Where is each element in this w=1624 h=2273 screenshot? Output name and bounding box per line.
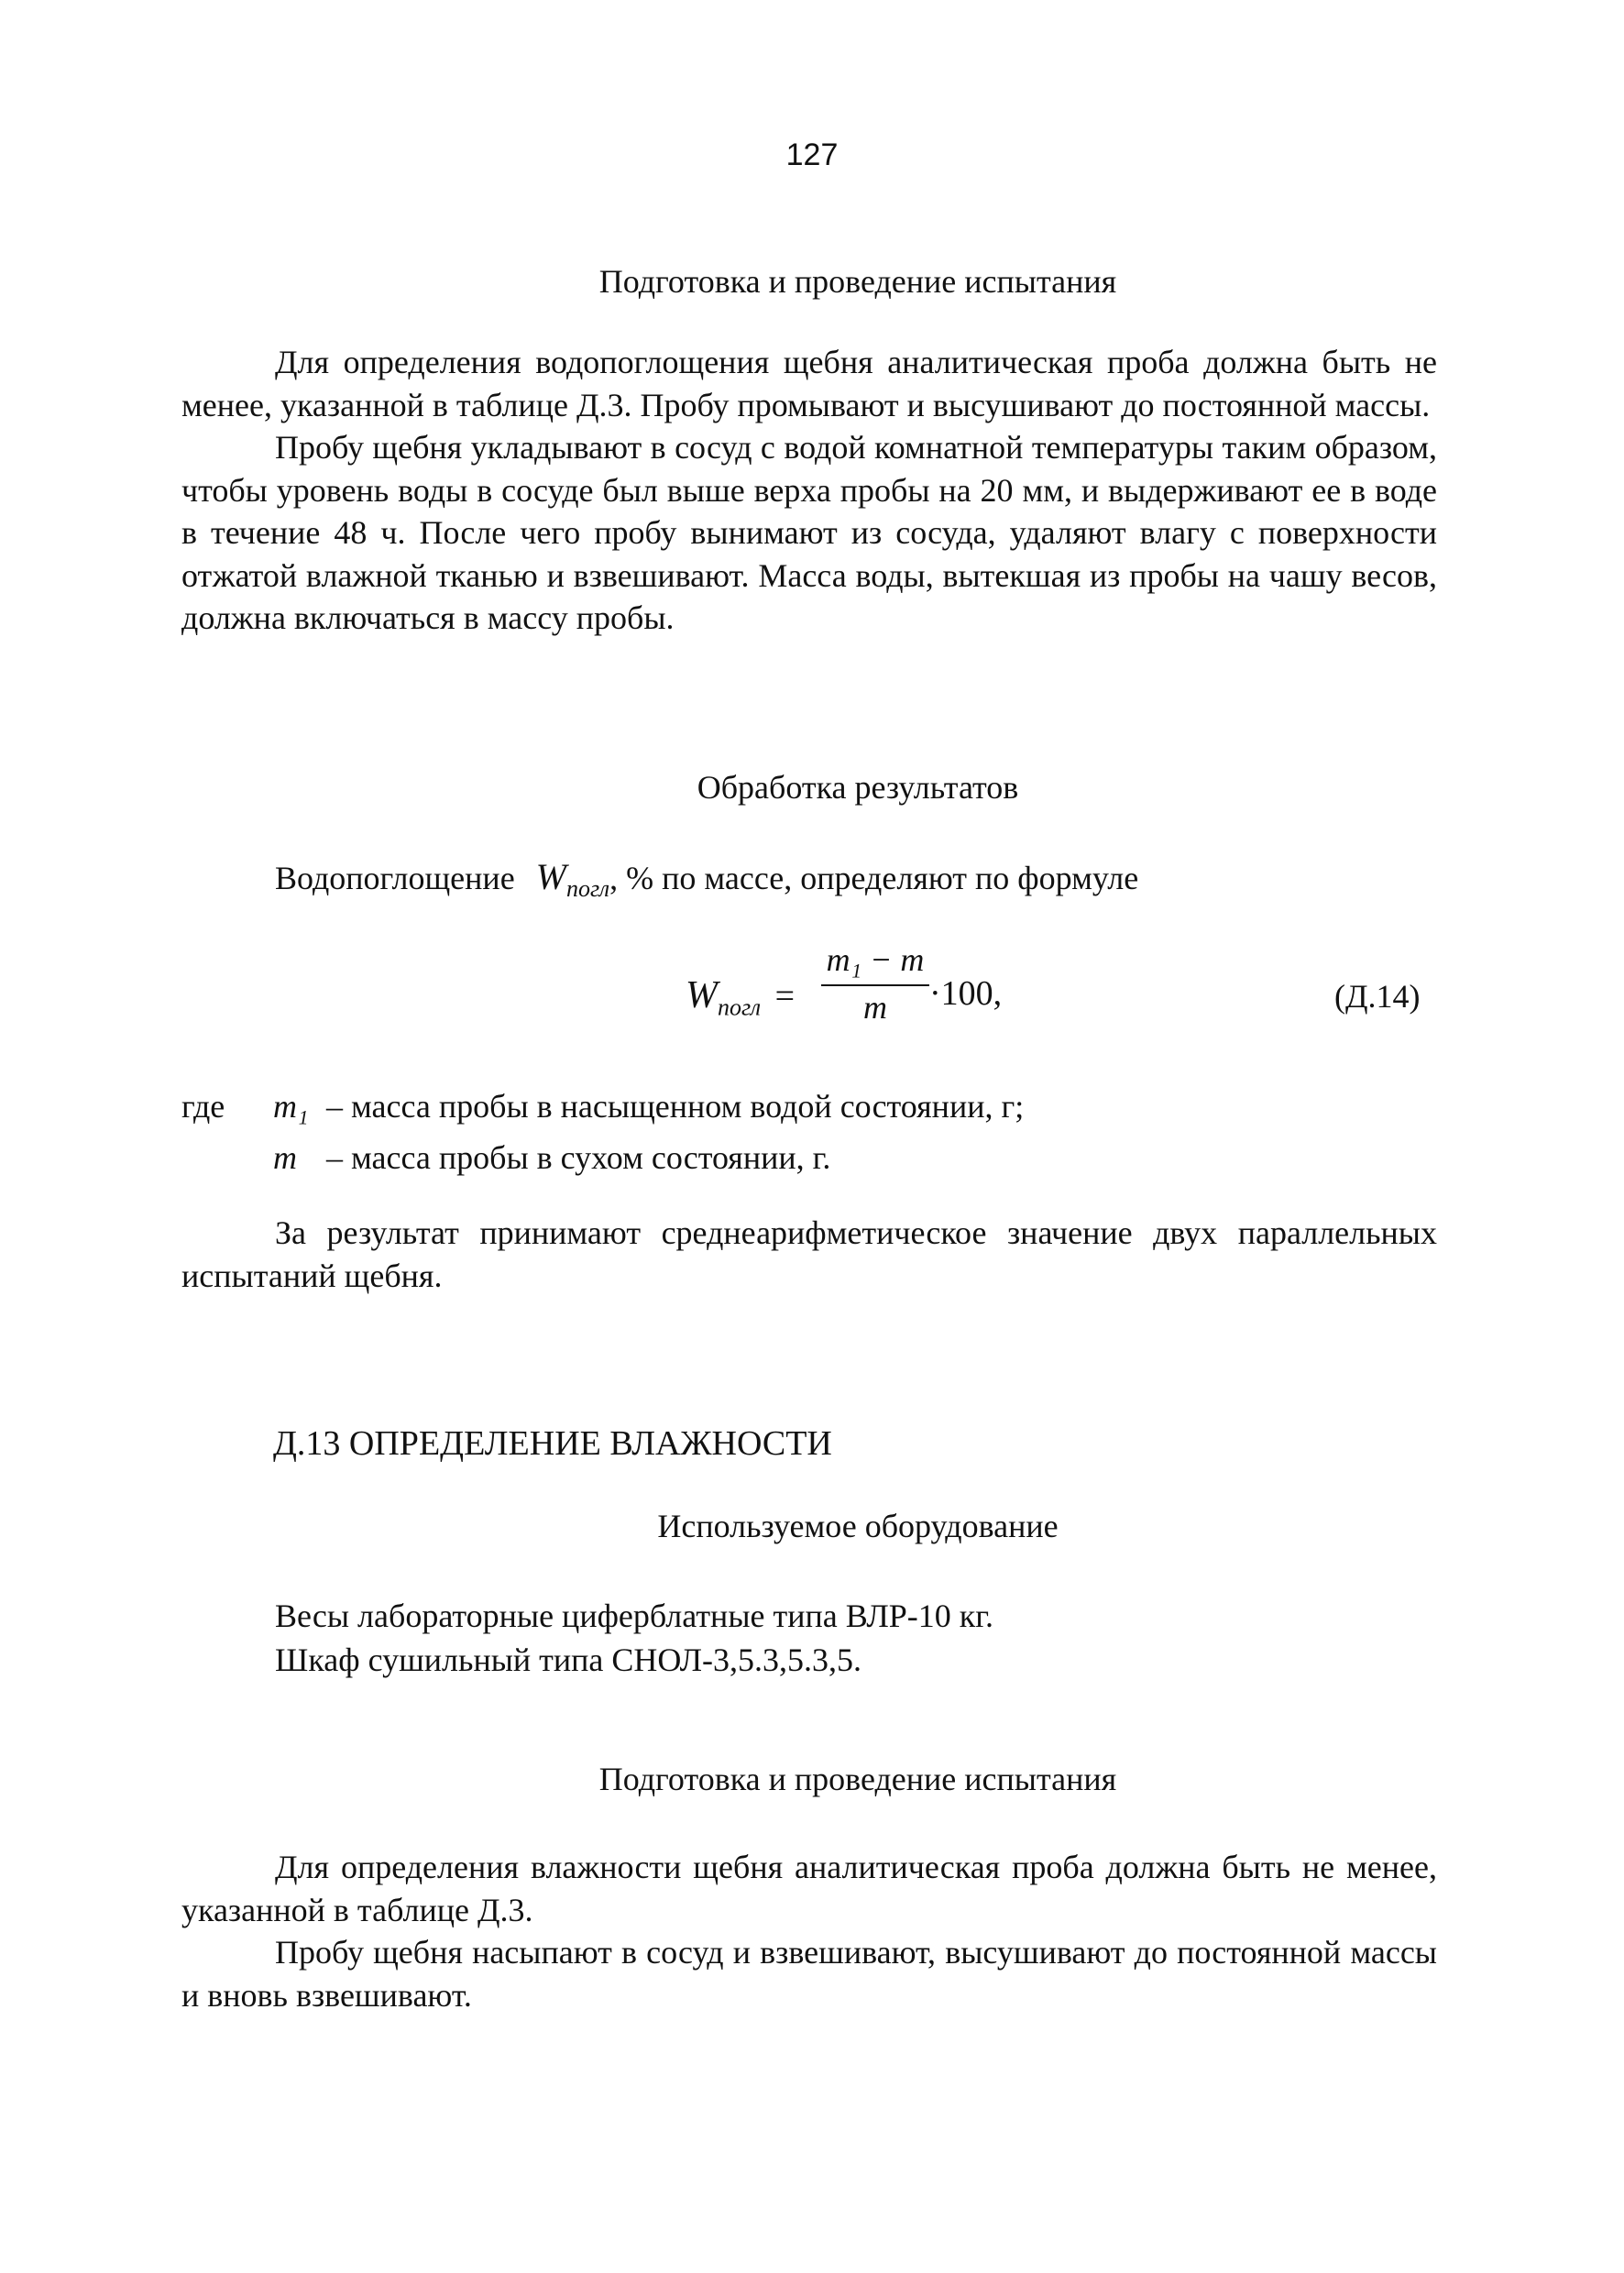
formula-lhs: W [686,974,718,1016]
section-heading-results: Обработка результатов [697,769,1019,806]
intro-symbol: W [535,856,566,897]
fraction-bar [821,984,929,986]
equipment-item: Шкаф сушильный типа СНОЛ-3,5.3,5.3,5. [275,1642,862,1678]
formula-multiplier: ·100, [929,974,1003,1013]
formula-numerator: m₁ − m [826,941,925,978]
section-heading-preparation-2: Подготовка и проведение испытания [598,1761,1117,1797]
section1-body [181,341,1437,640]
formula-intro [275,856,1138,910]
section-heading-preparation: Подготовка и проведение испытания [598,263,1117,300]
where-label: где [181,1088,225,1125]
paragraph: Для определения водопоглощения щебня аналитическая проба должна быть не менее, указанной в таблице Д.3. Пробу промывают и высушивают до постоянной массы. [181,344,1437,423]
paragraph: Пробу щебня укладывают в сосуд с водой комнатной температуры таким образом, чтобы уровень воды в сосуде был выше верха пробы на 20 мм, и выдерживают ее в воде в течение 48 ч. После чего пробу вынимают из сосуда, удаляют влагу с поверхности отжатой влажной тканью и взвешивают. Масса воды, вытекшая из пробы на чашу весов, должна включаться в массу пробы. [181,429,1437,636]
formula-lhs-sub: погл [718,994,762,1021]
paragraph: Пробу щебня насыпают в сосуд и взвешивают, высушивают до постоянной массы и вновь взвешивают. [181,1934,1437,2014]
paragraph: Для определения влажности щебня аналитическая проба должна быть не менее, указанной в таблице Д.3. [181,1849,1437,1928]
paragraph: За результат принимают среднеарифметическое значение двух параллельных испытаний щебня. [181,1214,1437,1294]
formula-denominator: m [863,989,887,1026]
intro-suffix: , % по массе, определяют по формуле [609,860,1139,896]
conclusion-paragraph [181,1212,1437,1297]
formula-number: (Д.14) [1334,978,1421,1015]
definition-symbol: m [273,1139,297,1176]
intro-prefix: Водопоглощение [275,860,515,896]
intro-subscript: погл [566,875,610,903]
definition-symbol: m₁ [273,1088,309,1125]
formula-equals: = [774,977,796,1016]
section3-body [181,1846,1437,2016]
section-title-moisture: Д.13 ОПРЕДЕЛЕНИЕ ВЛАЖНОСТИ [273,1424,832,1463]
equipment-item: Весы лабораторные циферблатные типа ВЛР-10 кг. [275,1598,993,1634]
page-number: 127 [785,137,839,172]
definition-text: – масса пробы в насыщенном водой состоянии, г; [326,1088,1025,1125]
definition-text: – масса пробы в сухом состоянии, г. [326,1139,831,1176]
definition-m1 [273,1085,1024,1127]
formula-d14 [686,940,1052,1041]
equipment-heading: Используемое оборудование [657,1508,1059,1544]
definition-m [273,1136,830,1179]
